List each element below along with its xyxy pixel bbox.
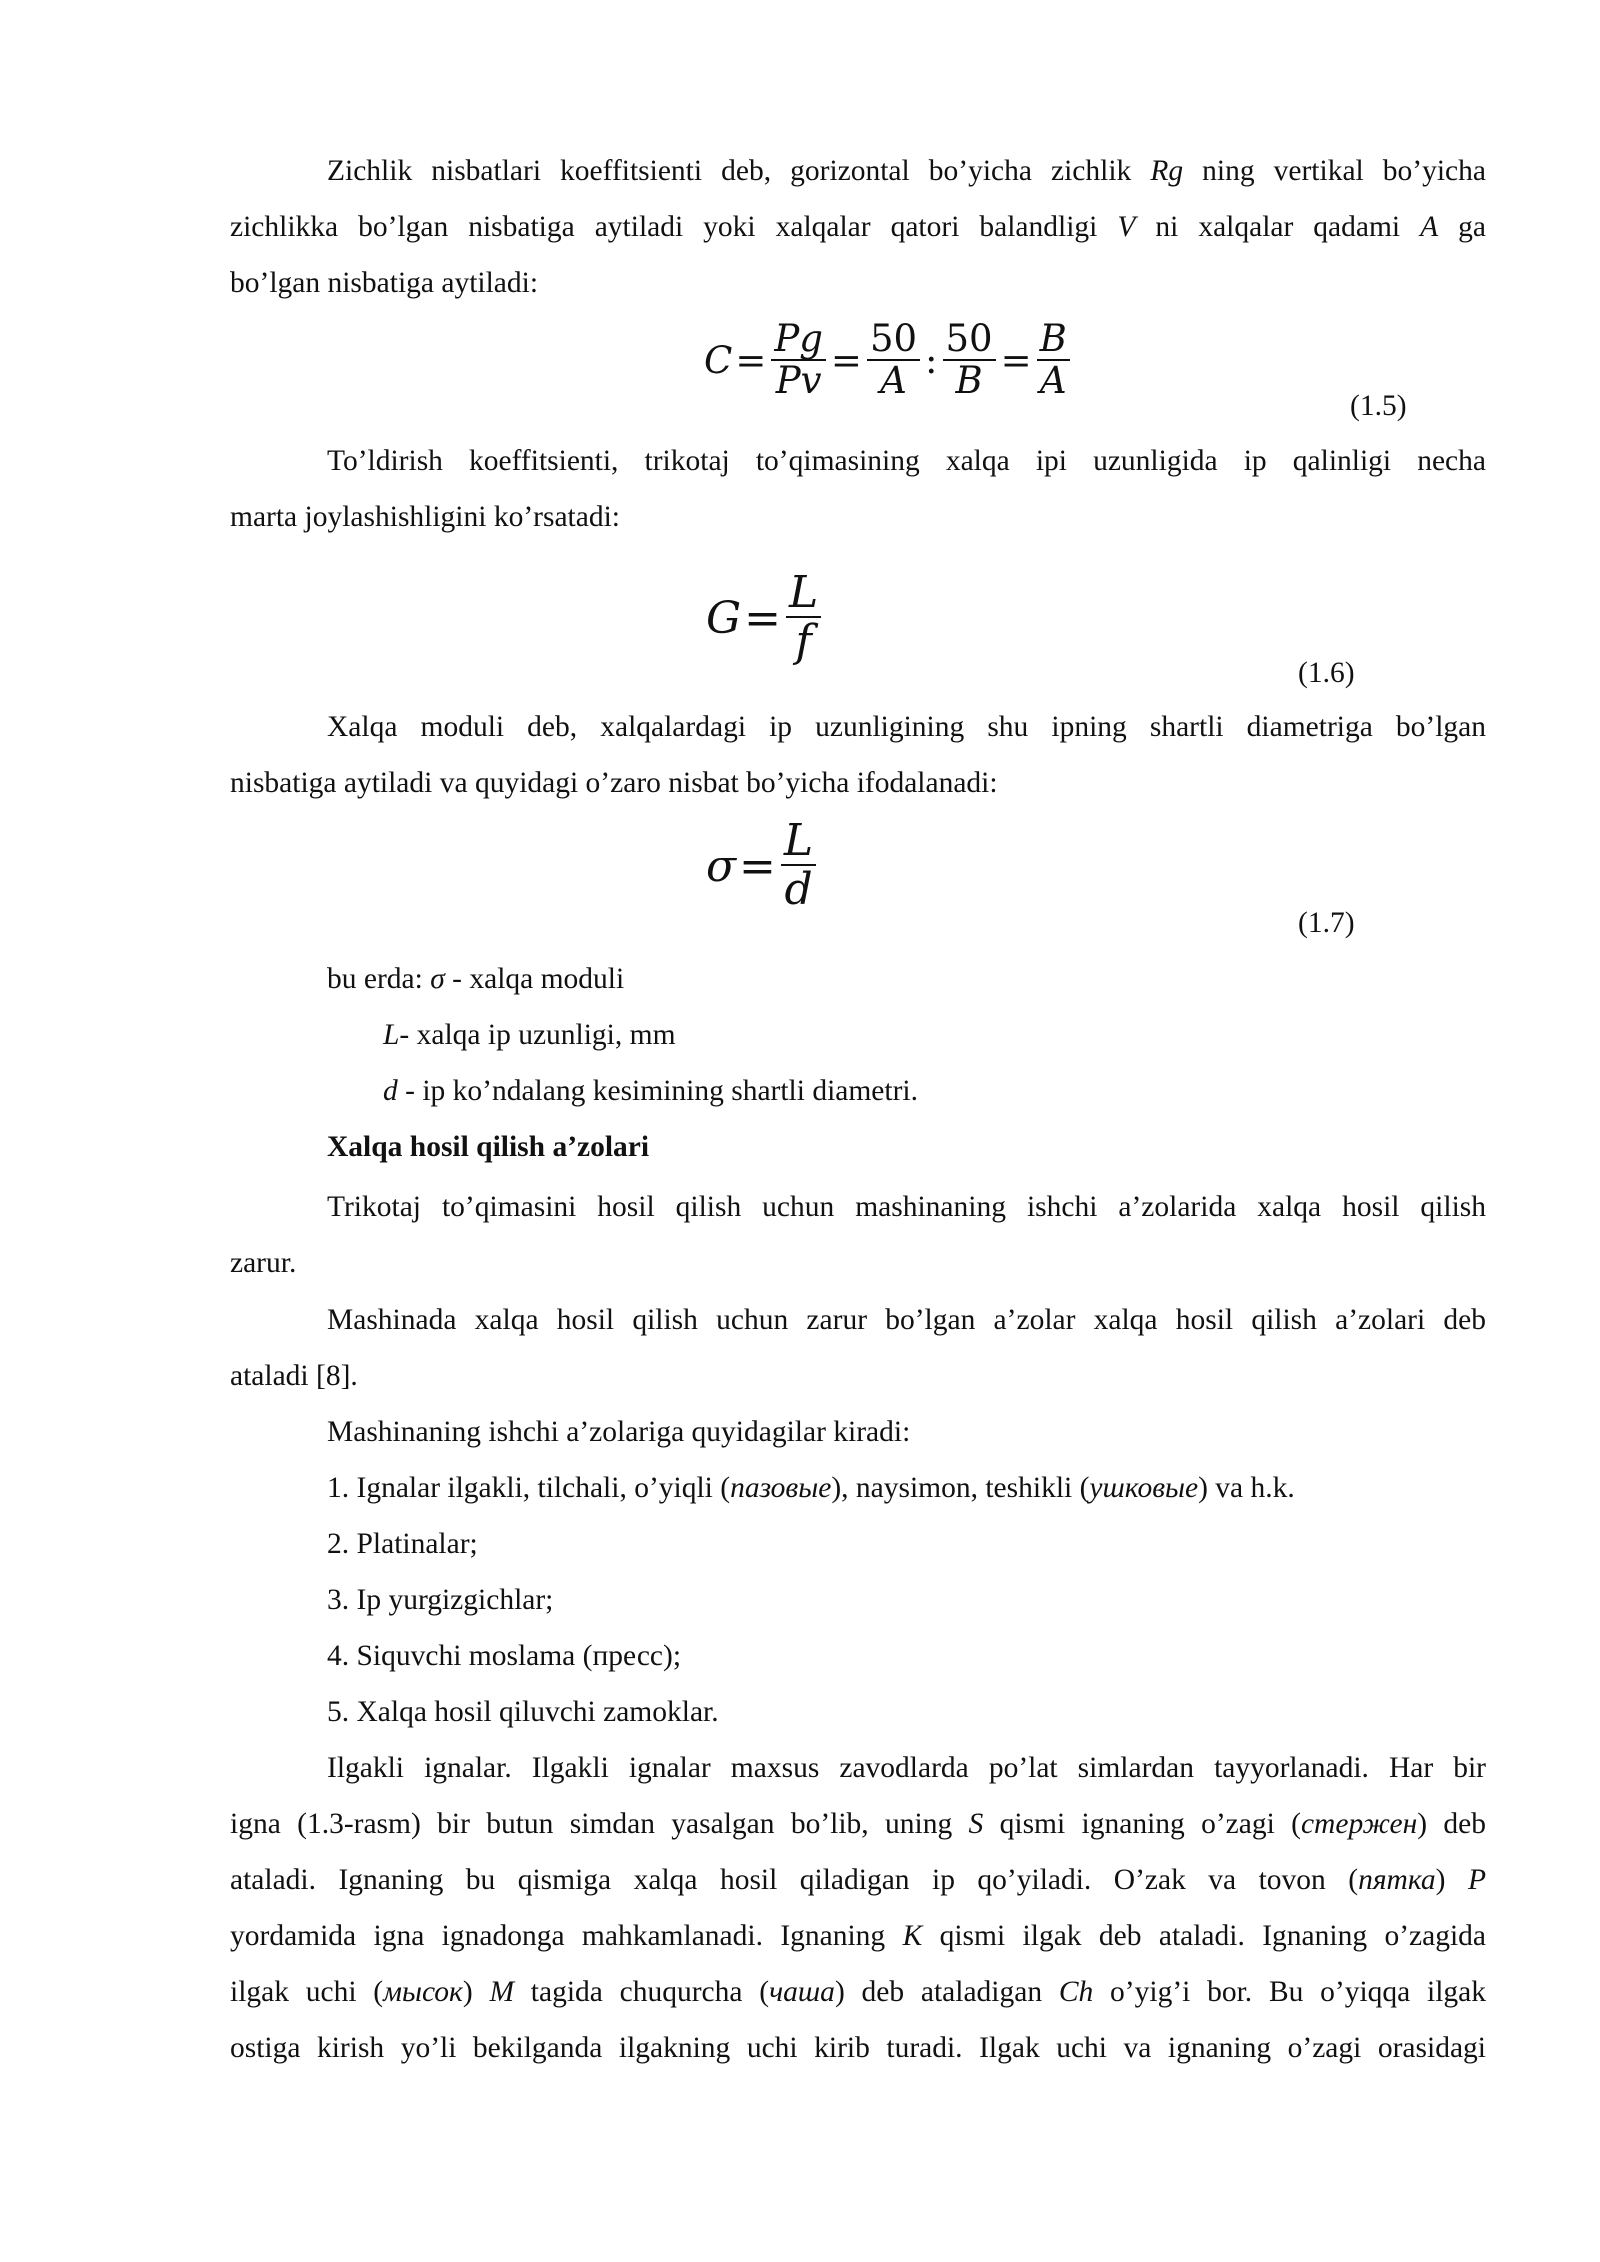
formula-1-5: C = $\frac{Pg}{Pv}$ = $\frac{50}{A}$ : $\frac{50}{B}$ = $\frac{B}{A}$ (704, 320, 1072, 402)
list-item: 1. Ignalar ilgakli, tilchali, o’yiqli (пазовые), naysimon, teshikli (ушковые) va h.k. (327, 1472, 1295, 1504)
paragraph-3-line-2: nisbatiga aytiladi va quyidagi o’zaro nisbat bo’yicha ifodalanadi: (230, 767, 998, 799)
equation-number-1-7: (1.7) (1298, 907, 1355, 939)
paragraph-2-line-2: marta joylashishligini ko’rsatadi: (230, 501, 620, 533)
list-item: 4. Siquvchi moslama (пресс); (327, 1640, 682, 1672)
formula-1-6: G = $\frac{L}{f}$ (706, 570, 823, 667)
paragraph-4-line-2: zarur. (230, 1247, 297, 1279)
where-line-sigma: bu erda: σ - xalqa moduli (327, 963, 625, 995)
paragraph-5-line-2: ataladi [8]. (230, 1360, 358, 1392)
paragraph-1-line-3: bo’lgan nisbatiga aytiladi: (230, 267, 539, 299)
paragraph-2-line-1: To’ldirish koeffitsienti, trikotaj to’qimasining xalqa ipi uzunligida ip qalinligi necha (327, 445, 1486, 477)
paragraph-7-line-3: ataladi. Ignaning bu qismiga xalqa hosil qiladigan ip qo’yiladi. O’zak va tovon (пятка) P (230, 1864, 1486, 1896)
formula-1-7: σ = $\frac{L}{d}$ (706, 818, 818, 915)
paragraph-3-line-1: Xalqa moduli deb, xalqalardagi ip uzunligining shu ipning shartli diametriga bo’lgan (327, 711, 1486, 743)
paragraph-1-line-1: Zichlik nisbatlari koeffitsienti deb, gorizontal bo’yicha zichlik Rg ning vertikal bo’yicha (327, 155, 1486, 187)
where-line-d: d - ip ko’ndalang kesimining shartli diametri. (383, 1075, 918, 1107)
paragraph-1-line-2: zichlikka bo’lgan nisbatiga aytiladi yoki xalqalar qatori balandligi V ni xalqalar qadami A ga (230, 211, 1486, 243)
paragraph-7-line-5: ilgak uchi (мысок) M tagida chuqurcha (чаша) deb ataladigan Ch o’yig’i bor. Bu o’yiqqa ilgak (230, 1976, 1486, 2008)
paragraph-4-line-1: Trikotaj to’qimasini hosil qilish uchun mashinaning ishchi a’zolarida xalqa hosil qilish (327, 1191, 1486, 1223)
paragraph-7-line-1: Ilgakli ignalar. Ilgakli ignalar maxsus zavodlarda po’lat simlardan tayyorlanadi. Har bir (327, 1752, 1486, 1784)
list-item: 3. Ip yurgizgichlar; (327, 1584, 554, 1616)
where-line-L: L- xalqa ip uzunligi, mm (383, 1019, 676, 1051)
equation-number-1-6: (1.6) (1298, 657, 1355, 689)
paragraph-6: Mashinaning ishchi a’zolariga quyidagilar kiradi: (327, 1416, 911, 1448)
paragraph-5-line-1: Mashinada xalqa hosil qilish uchun zarur bo’lgan a’zolar xalqa hosil qilish a’zolari deb (327, 1304, 1486, 1336)
section-heading: Xalqa hosil qilish a’zolari (327, 1131, 650, 1163)
paragraph-7-line-4: yordamida igna ignadonga mahkamlanadi. Ignaning K qismi ilgak deb ataladi. Ignaning o’zagida (230, 1920, 1486, 1952)
paragraph-7-line-6: ostiga kirish yo’li bekilganda ilgakning uchi kirib turadi. Ilgak uchi va ignaning o’zagi orasidagi (230, 2032, 1486, 2064)
equation-number-1-5: (1.5) (1350, 390, 1407, 422)
list-item: 5. Xalqa hosil qiluvchi zamoklar. (327, 1696, 719, 1728)
paragraph-7-line-2: igna (1.3-rasm) bir butun simdan yasalgan bo’lib, uning S qismi ignaning o’zagi (стержен) deb (230, 1808, 1486, 1840)
list-item: 2. Platinalar; (327, 1528, 478, 1560)
